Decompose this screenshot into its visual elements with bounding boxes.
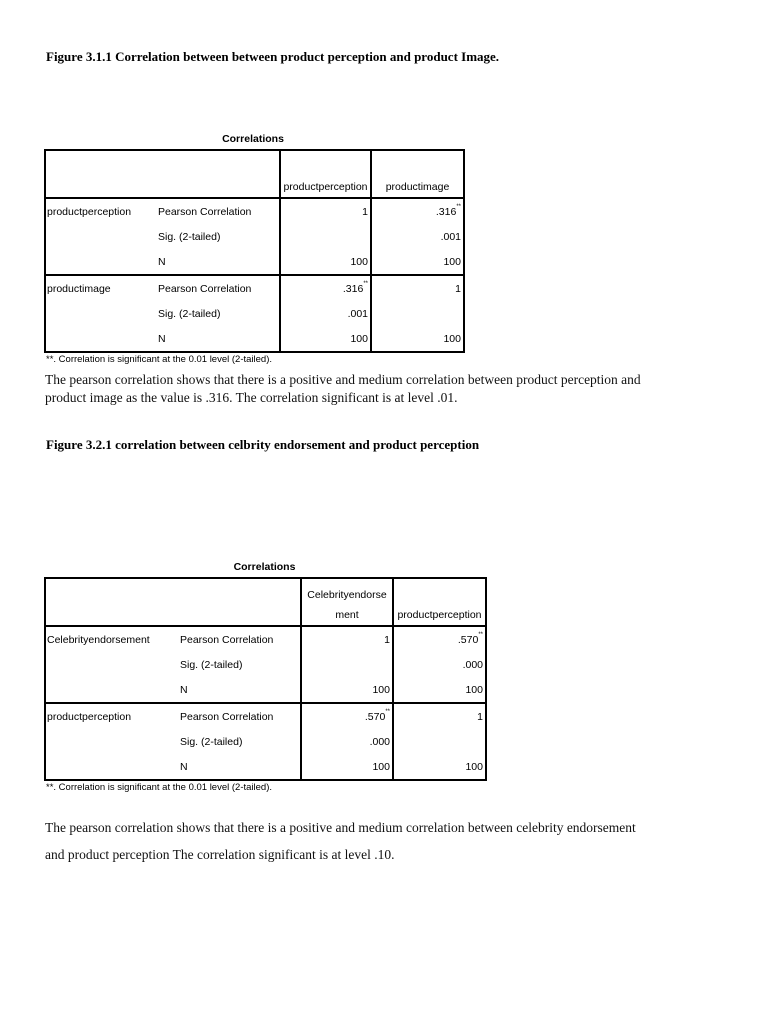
- stat-label: Pearson Correlation: [155, 275, 280, 301]
- table-footnote: **. Correlation is significant at the 0.01 level (2-tailed).: [46, 782, 273, 793]
- table-cell: .001: [280, 301, 371, 326]
- table-cell: 1: [301, 626, 393, 652]
- column-header: productimage: [371, 150, 464, 198]
- stat-label: Sig. (2-tailed): [158, 307, 221, 320]
- figure-title-3-1-1: Figure 3.1.1 Correlation between between product perception and product Image.: [46, 49, 500, 64]
- table-cell: [301, 652, 393, 677]
- paragraph-1: The pearson correlation shows that there is a positive and medium correlation between product perception and product image as the value is .316. The correlation significant is at level .01.: [45, 372, 641, 405]
- table-row: [45, 652, 486, 677]
- table-row: [45, 703, 486, 729]
- row-variable-label: productperception: [45, 703, 177, 729]
- stat-label: N: [155, 326, 280, 352]
- table-row: [45, 198, 464, 224]
- stat-label: N: [158, 255, 166, 268]
- table-cell: 1: [280, 198, 371, 224]
- table-cell: 100: [371, 326, 464, 352]
- table-cell: .570**: [301, 703, 393, 729]
- table-header-row: [45, 578, 486, 626]
- table-cell: 100: [393, 754, 486, 780]
- header-blank-cell: [45, 578, 301, 626]
- stat-label: N: [180, 683, 188, 696]
- table-caption: Correlations: [222, 133, 284, 145]
- table-cell: .001: [371, 224, 464, 249]
- significance-marker: **: [478, 631, 483, 638]
- row-variable-label: Celebrityendorsement: [45, 626, 177, 652]
- table-cell: 1: [393, 703, 486, 729]
- significance-marker: **: [385, 708, 390, 715]
- stat-label: Pearson Correlation: [155, 198, 280, 224]
- table-cell: .316**: [280, 275, 371, 301]
- column-header: productperception: [393, 578, 486, 626]
- table-row: [45, 677, 486, 703]
- stat-label: Sig. (2-tailed): [180, 658, 243, 671]
- table-row: [45, 301, 464, 326]
- table-caption: Correlations: [233, 561, 296, 573]
- stat-label: Pearson Correlation: [177, 703, 301, 729]
- table-row: [45, 326, 464, 352]
- table-cell: [280, 224, 371, 249]
- correlations-table-2: [44, 577, 487, 781]
- table-header-row: [45, 150, 464, 198]
- correlations-table-1: [44, 149, 465, 353]
- stat-label: N: [177, 754, 301, 780]
- table-cell: 100: [301, 677, 393, 703]
- table-cell: .000: [393, 652, 486, 677]
- stat-label: Sig. (2-tailed): [180, 735, 243, 748]
- header-blank-cell: [45, 150, 280, 198]
- table-cell: 100: [371, 249, 464, 275]
- figure-title-3-2-1: Figure 3.2.1 correlation between celbrity endorsement and product perception: [46, 437, 480, 452]
- table-cell: [393, 729, 486, 754]
- significance-marker: **: [456, 203, 461, 210]
- table-row: [45, 754, 486, 780]
- paragraph-2: The pearson correlation shows that there is a positive and medium correlation between celebrity endorsement and product perception The correlation significant is at level .10.: [45, 820, 636, 862]
- significance-marker: **: [363, 280, 368, 287]
- table-cell: 100: [280, 326, 371, 352]
- row-variable-label: productperception: [45, 198, 155, 224]
- stat-label: Pearson Correlation: [177, 626, 301, 652]
- table-row: [45, 224, 464, 249]
- column-header: productperception: [280, 150, 371, 198]
- table-row: [45, 729, 486, 754]
- table-row: [45, 249, 464, 275]
- table-cell: 100: [393, 677, 486, 703]
- row-variable-label: productimage: [45, 275, 155, 301]
- table-cell: 1: [371, 275, 464, 301]
- table-footnote: **. Correlation is significant at the 0.01 level (2-tailed).: [46, 354, 273, 365]
- column-header: Celebrityendorsement: [301, 578, 393, 626]
- table-cell: 100: [280, 249, 371, 275]
- table-cell: .570**: [393, 626, 486, 652]
- table-cell: 100: [301, 754, 393, 780]
- table-cell: [371, 301, 464, 326]
- table-cell: .316**: [371, 198, 464, 224]
- table-row: [45, 626, 486, 652]
- table-row: [45, 275, 464, 301]
- table-cell: .000: [301, 729, 393, 754]
- stat-label: Sig. (2-tailed): [158, 230, 221, 243]
